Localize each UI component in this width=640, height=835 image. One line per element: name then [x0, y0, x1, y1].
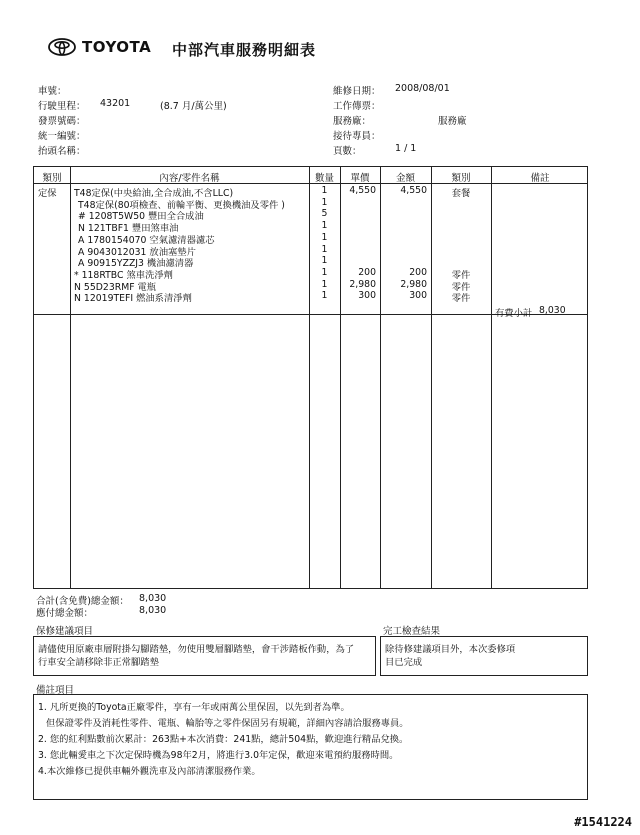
table-row — [34, 244, 587, 256]
cell-type: 零件 — [451, 281, 471, 293]
cell-amount: 300 — [409, 290, 427, 302]
cell-content: A 1780154070 空氣濾清器濾芯 — [78, 234, 215, 246]
cell-qty: 1 — [321, 266, 328, 278]
total-value: 8,030 — [139, 593, 167, 604]
cell-qty: 1 — [321, 220, 328, 232]
header-qty: 數量 — [314, 173, 334, 184]
cell-qty: 1 — [321, 185, 328, 196]
table-row — [34, 185, 587, 197]
cell-qty: 1 — [321, 290, 328, 302]
remark-line: 1. 凡所更換的Toyota正廠零件，享有一年或兩萬公里保固，以先到者為準。 — [38, 702, 350, 713]
table-row — [34, 255, 587, 270]
remark-line: 2. 您的紅利點數前次累計：263點+本次消費：241點，總計504點，歡迎進行精品兌換。 — [38, 734, 409, 745]
info-label: 接待專員： — [333, 131, 381, 142]
table-row — [34, 290, 587, 305]
header-category: 類別 — [42, 173, 62, 184]
cell-qty: 1 — [321, 243, 328, 255]
cell-unit-price: 200 — [358, 266, 376, 278]
cell-qty: 1 — [321, 278, 328, 290]
cell-amount: 200 — [409, 266, 427, 278]
completion-box — [380, 636, 588, 676]
header-type: 類別 — [451, 173, 471, 184]
info-extra: (8.7 月/萬公里) — [160, 101, 227, 112]
cell-type: 零件 — [451, 293, 471, 305]
table-row — [34, 208, 587, 223]
maintenance-box — [33, 636, 376, 676]
cell-type: 套餐 — [451, 188, 471, 199]
info-label: 服務廠： — [333, 116, 372, 127]
info-value: 43201 — [100, 98, 131, 109]
total-label: 合計(含免費)總金額： — [36, 596, 129, 607]
info-label: 維修日期： — [333, 86, 381, 97]
cell-content: T48定保(80項檢查、前輪平衡、更換機油及零件 ) — [78, 199, 285, 211]
toyota-logo — [48, 38, 151, 56]
cell-content: # 1208T5W50 豐田全合成油 — [78, 211, 204, 223]
document-title: 中部汽車服務明細表 — [172, 41, 317, 59]
cell-unit-price: 4,550 — [349, 185, 376, 196]
maintenance-line: 行車安全請移除非正常腳踏墊 — [38, 657, 159, 668]
cell-content: A 90915YZZJ3 機油濾清器 — [78, 258, 194, 270]
maintenance-title: 保修建議項目 — [36, 626, 94, 637]
info-label: 頁數： — [333, 146, 362, 157]
cell-content: T48定保(中央給油,全合成油,不含LLC) — [74, 188, 234, 199]
remarks-box — [33, 694, 588, 800]
info-value: 服務廠 — [438, 116, 467, 127]
header-amount: 金額 — [395, 173, 415, 184]
table-row — [34, 197, 587, 209]
toyota-emblem-icon — [48, 38, 76, 56]
completion-line: 除待修建議項目外，本次委修項 — [385, 644, 516, 655]
table-row — [34, 267, 587, 279]
cell-qty: 1 — [321, 196, 328, 208]
document-id-stamp: #1541224 — [574, 815, 632, 829]
payable-label: 應付總金額： — [36, 608, 94, 619]
header-remark: 備註 — [530, 173, 550, 184]
cell-content: A 9043012031 放油塞墊片 — [78, 246, 196, 258]
cell-unit-price: 300 — [358, 290, 376, 302]
cell-content: N 55D23RMF 電瓶 — [74, 281, 157, 293]
table-row — [34, 232, 587, 244]
payable-value: 8,030 — [139, 605, 167, 616]
cell-amount: 4,550 — [400, 185, 427, 196]
cell-content: N 121TBF1 豐田煞車油 — [78, 223, 179, 235]
cell-type: 零件 — [451, 269, 471, 281]
maintenance-line: 請儘使用原廠車層附掛勾腳踏墊，勿使用雙層腳踏墊，會干涉踏板作動，為了 — [38, 644, 355, 655]
info-value: 2008/08/01 — [395, 83, 450, 94]
brand-name: TOYOTA — [82, 38, 152, 56]
remarks-title: 備註項目 — [36, 685, 75, 696]
remark-line: 但保證零件及消耗性零件、電瓶、輪胎等之零件保固另有規範，詳細內容請洽服務專員。 — [46, 718, 409, 729]
info-label: 統一編號： — [38, 131, 86, 142]
cell-content: * 118RTBC 煞車洗淨劑 — [74, 269, 173, 281]
subtotal-label: 有費小計 — [495, 308, 533, 319]
cell-qty: 1 — [321, 231, 328, 243]
cell-qty: 1 — [321, 255, 328, 267]
info-label: 工作傳票： — [333, 101, 381, 112]
cell-category: 定保 — [38, 188, 57, 199]
completion-title: 完工檢查結果 — [383, 626, 441, 637]
cell-unit-price: 2,980 — [349, 278, 376, 290]
cell-amount: 2,980 — [400, 278, 427, 290]
info-label: 抬頭名稱： — [38, 146, 86, 157]
service-table — [33, 166, 588, 589]
subtotal-value: 8,030 — [539, 305, 566, 316]
header-content: 內容/零件名稱 — [159, 173, 220, 184]
cell-qty: 5 — [321, 208, 328, 220]
table-row — [34, 220, 587, 235]
table-row — [34, 279, 587, 291]
completion-line: 目已完成 — [385, 657, 423, 668]
info-label: 發票號碼： — [38, 116, 86, 127]
remark-line: 3. 您此輛愛車之下次定保時機為98年2月，將進行3.0年定保，歡迎來電預約服務時間。 — [38, 750, 399, 761]
remark-line: 4.本次維修已提供車輛外觀洗車及內部清潔服務作業。 — [38, 766, 261, 777]
info-label: 車號： — [38, 86, 67, 97]
header-unit-price: 單價 — [350, 173, 370, 184]
info-label: 行駛里程： — [38, 101, 86, 112]
cell-content: N 12019TEFI 燃油系清淨劑 — [74, 293, 192, 305]
info-value: 1 / 1 — [395, 143, 417, 154]
